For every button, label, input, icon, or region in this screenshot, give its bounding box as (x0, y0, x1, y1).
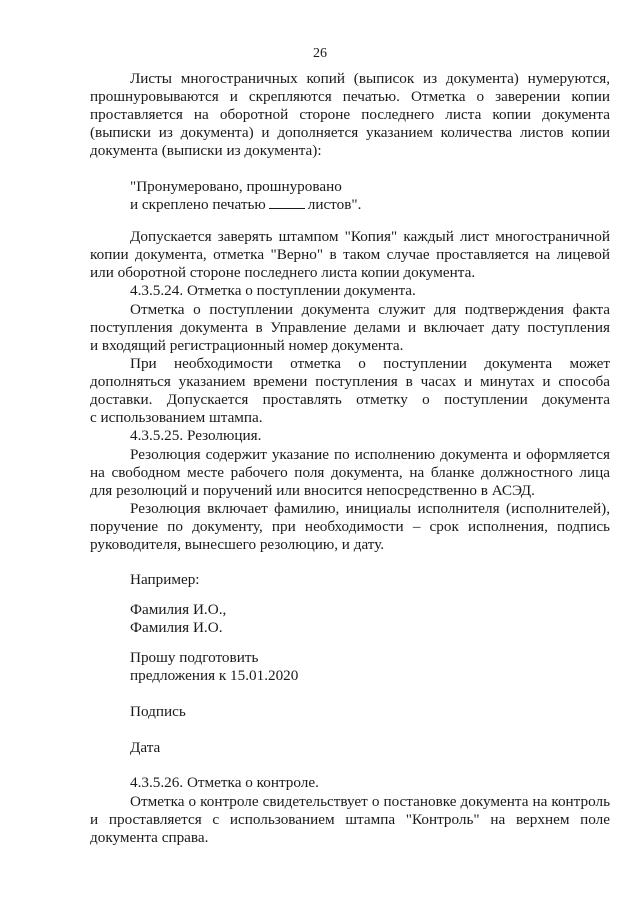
paragraph-receipt-time (90, 355, 610, 427)
text-line: Резолюция содержит указание по исполнению документа и оформляется (130, 446, 610, 463)
text-line: и входящий регистрационный номер документа. (90, 337, 404, 354)
text-line: Допускается заверять штампом "Копия" каждый лист многостраничной (130, 228, 610, 245)
blank-underline (269, 196, 305, 209)
stamp-text-part: листов". (307, 196, 362, 213)
text-line: При необходимости отметка о поступлении документа может (130, 355, 610, 372)
stamp-text-part: и скреплено печатью (130, 196, 266, 213)
text-line: прошнуровываются и скрепляются печатью. Отметка о заверении копии (90, 88, 610, 105)
stamp-text-line-1: "Пронумеровано, прошнуровано (130, 178, 342, 195)
example-signature: Подпись (130, 703, 186, 720)
paragraph-resolution-contents (90, 500, 610, 554)
text-line: доставки. Допускается проставлять отметку о поступлении документа (90, 391, 610, 408)
text-line: Отметка о контроле свидетельствует о постановке документа на контроль (130, 793, 610, 810)
example-instruction-2: предложения к 15.01.2020 (130, 667, 299, 684)
page-number: 26 (313, 46, 327, 61)
text-line: дополняться указанием времени поступления в часах и минутах и способа (90, 373, 610, 390)
text-line: поручение по документу, при необходимости – срок исполнения, подпись (90, 518, 610, 535)
text-line: поступления документа в Управление делами и включает дату поступления (90, 319, 610, 336)
text-line: Отметка о поступлении документа служит для подтверждения факта (130, 301, 610, 318)
text-line: или оборотной стороне последнего листа копии документа. (90, 264, 476, 281)
stamp-text-line-2 (130, 196, 361, 214)
example-date: Дата (130, 739, 161, 756)
text-line: (выписки из документа) и дополняется указанием количества листов копии (90, 124, 610, 141)
paragraph-receipt-mark (90, 301, 610, 355)
text-line: проставляется на оборотной стороне последнего листа копии документа (90, 106, 610, 123)
text-line: на свободном месте рабочего поля документа, на бланке должностного лица (90, 464, 610, 481)
example-instruction-1: Прошу подготовить (130, 649, 259, 666)
text-line: копии документа, отметка "Верно" в таком случае проставляется на лицевой (90, 246, 610, 263)
paragraph-copy-stamp (90, 228, 610, 282)
text-line: и проставляется с использованием штампа "Контроль" на верхнем поле (90, 811, 610, 828)
example-label: Например: (130, 571, 200, 588)
example-executor-1: Фамилия И.О., (130, 601, 227, 618)
paragraph-resolution-placement (90, 446, 610, 500)
text-line: с использованием штампа. (90, 409, 263, 426)
text-line: руководителя, вынесшего резолюцию, и дату. (90, 536, 385, 553)
paragraph-copy-numbering (90, 70, 610, 160)
example-executor-2: Фамилия И.О. (130, 619, 223, 636)
text-line: для резолюций и поручений или вносится непосредственно в АСЭД. (90, 482, 535, 499)
text-line: Резолюция включает фамилию, инициалы исполнителя (исполнителей), (130, 500, 610, 517)
paragraph-control-mark (90, 793, 610, 847)
section-heading-4-3-5-24: 4.3.5.24. Отметка о поступлении документа. (130, 282, 416, 299)
section-heading-4-3-5-25: 4.3.5.25. Резолюция. (130, 427, 262, 444)
text-line: документа (выписки из документа): (90, 142, 322, 159)
text-line: Листы многостраничных копий (выписок из документа) нумеруются, (130, 70, 610, 87)
text-line: документа справа. (90, 829, 209, 846)
section-heading-4-3-5-26: 4.3.5.26. Отметка о контроле. (130, 774, 319, 791)
